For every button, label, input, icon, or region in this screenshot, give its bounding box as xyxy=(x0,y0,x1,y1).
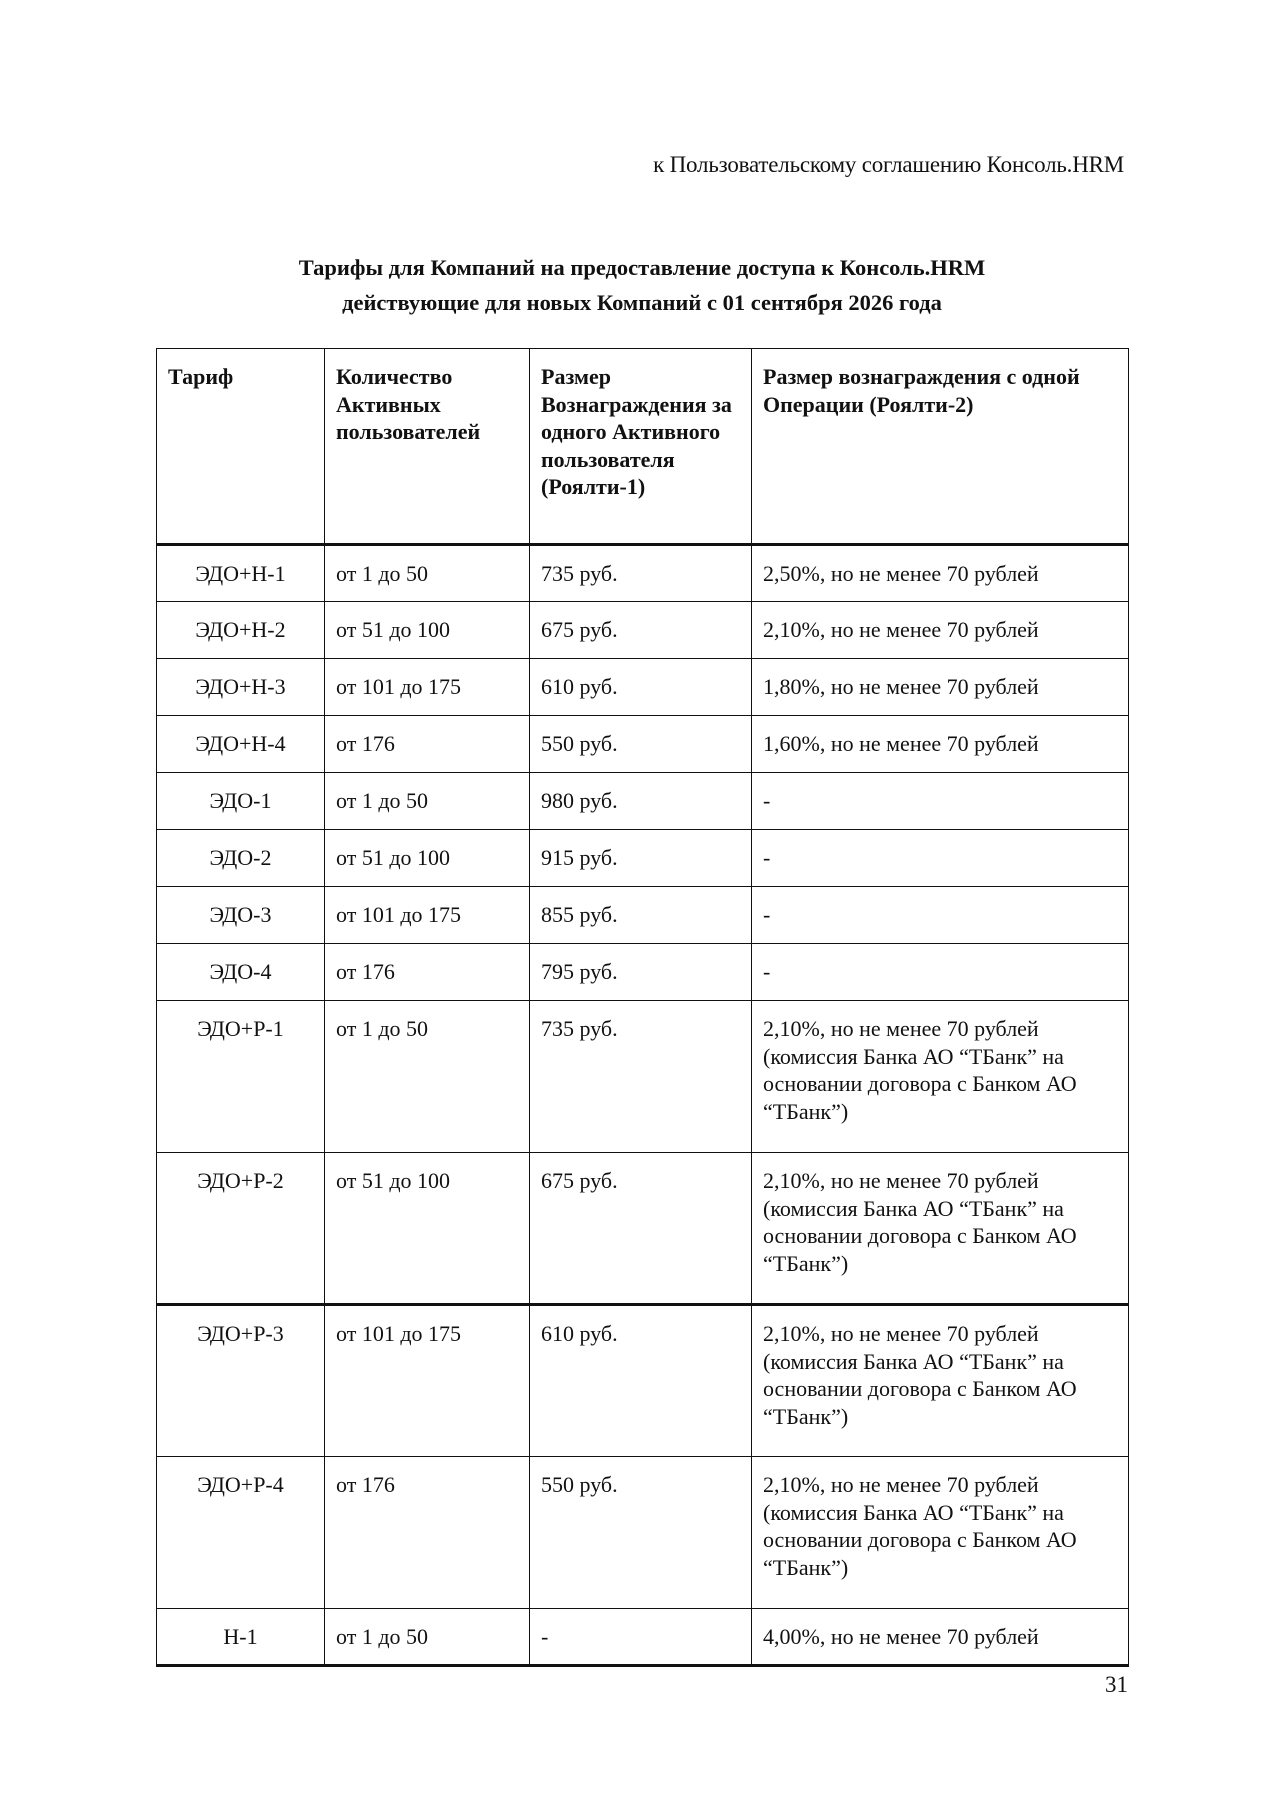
tariff-name: ЭДО-3 xyxy=(157,887,325,944)
table-row xyxy=(157,1001,1129,1153)
active-users-range: от 1 до 50 xyxy=(325,1609,530,1666)
table-row xyxy=(157,830,1129,887)
table-row xyxy=(157,773,1129,830)
royalty-1-value: 550 руб. xyxy=(530,1457,752,1609)
tariff-name: ЭДО+Р-4 xyxy=(157,1457,325,1609)
royalty-2-value: 2,10%, но не менее 70 рублей (комиссия Банка АО “ТБанк” на основании договора с Банком АО “ТБанк”) xyxy=(752,1305,1129,1457)
tariff-name: ЭДО+Н-4 xyxy=(157,716,325,773)
royalty-2-value: 2,10%, но не менее 70 рублей (комиссия Банка АО “ТБанк” на основании договора с Банком АО “ТБанк”) xyxy=(752,1001,1129,1153)
royalty-1-value: 915 руб. xyxy=(530,830,752,887)
table-row xyxy=(157,1457,1129,1609)
royalty-1-value: 980 руб. xyxy=(530,773,752,830)
royalty-1-value: 735 руб. xyxy=(530,545,752,602)
tariff-name: ЭДО+Р-1 xyxy=(157,1001,325,1153)
royalty-1-value: 550 руб. xyxy=(530,716,752,773)
tariff-name: ЭДО+Р-2 xyxy=(157,1153,325,1305)
royalty-2-value: - xyxy=(752,944,1129,1001)
tariff-name: ЭДО-4 xyxy=(157,944,325,1001)
tariffs-table xyxy=(156,348,1129,1667)
active-users-range: от 1 до 50 xyxy=(325,1001,530,1153)
royalty-2-value: 2,10%, но не менее 70 рублей (комиссия Банка АО “ТБанк” на основании договора с Банком АО “ТБанк”) xyxy=(752,1153,1129,1305)
royalty-2-value: 4,00%, но не менее 70 рублей xyxy=(752,1609,1129,1666)
royalty-1-value: 610 руб. xyxy=(530,659,752,716)
tariff-name: Н-1 xyxy=(157,1609,325,1666)
tariff-name: ЭДО+Н-2 xyxy=(157,602,325,659)
active-users-range: от 176 xyxy=(325,716,530,773)
royalty-1-value: 795 руб. xyxy=(530,944,752,1001)
tariff-name: ЭДО+Р-3 xyxy=(157,1305,325,1457)
header-royalty-1: Размер Вознаграждения за одного Активного пользователя (Роялти-1) xyxy=(530,349,752,545)
title-line-1: Тарифы для Компаний на предоставление доступа к Консоль.HRM xyxy=(298,255,986,280)
active-users-range: от 1 до 50 xyxy=(325,545,530,602)
royalty-2-value: - xyxy=(752,830,1129,887)
tariff-name: ЭДО+Н-1 xyxy=(157,545,325,602)
royalty-1-value: 855 руб. xyxy=(530,887,752,944)
table-row xyxy=(157,602,1129,659)
royalty-2-value: - xyxy=(752,773,1129,830)
royalty-2-value: 2,10%, но не менее 70 рублей (комиссия Банка АО “ТБанк” на основании договора с Банком АО “ТБанк”) xyxy=(752,1457,1129,1609)
active-users-range: от 176 xyxy=(325,1457,530,1609)
royalty-1-value: 735 руб. xyxy=(530,1001,752,1153)
active-users-range: от 51 до 100 xyxy=(325,830,530,887)
header-active-users: Количество Активных пользователей xyxy=(325,349,530,545)
table-row xyxy=(157,659,1129,716)
tariff-name: ЭДО-1 xyxy=(157,773,325,830)
royalty-1-value: 610 руб. xyxy=(530,1305,752,1457)
active-users-range: от 51 до 100 xyxy=(325,602,530,659)
tariff-name: ЭДО+Н-3 xyxy=(157,659,325,716)
agreement-reference: к Пользовательскому соглашению Консоль.HRM xyxy=(653,152,1124,177)
active-users-range: от 101 до 175 xyxy=(325,1305,530,1457)
table-header-row xyxy=(157,349,1129,545)
table-row xyxy=(157,545,1129,602)
table-row xyxy=(157,1609,1129,1666)
tariff-name: ЭДО-2 xyxy=(157,830,325,887)
royalty-2-value: - xyxy=(752,887,1129,944)
royalty-2-value: 1,80%, но не менее 70 рублей xyxy=(752,659,1129,716)
royalty-2-value: 2,50%, но не менее 70 рублей xyxy=(752,545,1129,602)
royalty-1-value: - xyxy=(530,1609,752,1666)
table-row xyxy=(157,944,1129,1001)
active-users-range: от 101 до 175 xyxy=(325,659,530,716)
active-users-range: от 101 до 175 xyxy=(325,887,530,944)
document-title xyxy=(156,250,1128,320)
table-row xyxy=(157,716,1129,773)
table-row xyxy=(157,1305,1129,1457)
active-users-range: от 51 до 100 xyxy=(325,1153,530,1305)
royalty-2-value: 2,10%, но не менее 70 рублей xyxy=(752,602,1129,659)
royalty-1-value: 675 руб. xyxy=(530,602,752,659)
royalty-1-value: 675 руб. xyxy=(530,1153,752,1305)
table-row xyxy=(157,1153,1129,1305)
header-tariff: Тариф xyxy=(157,349,325,545)
active-users-range: от 1 до 50 xyxy=(325,773,530,830)
active-users-range: от 176 xyxy=(325,944,530,1001)
royalty-2-value: 1,60%, но не менее 70 рублей xyxy=(752,716,1129,773)
page-number: 31 xyxy=(1105,1672,1128,1697)
table-row xyxy=(157,887,1129,944)
title-line-2: действующие для новых Компаний с 01 сентября 2026 года xyxy=(342,290,942,315)
header-royalty-2: Размер вознаграждения с одной Операции (Роялти-2) xyxy=(752,349,1129,545)
